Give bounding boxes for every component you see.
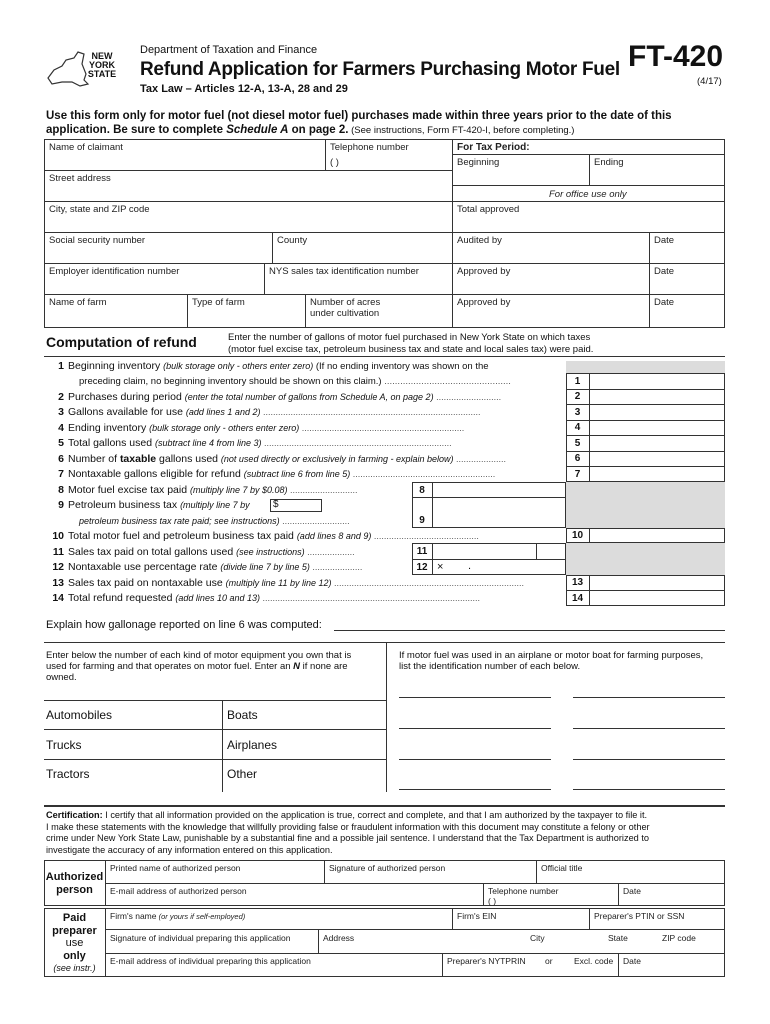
line-9-text-cont: petroleum business tax rate paid; see instructions) ...........................	[79, 516, 350, 526]
computation-desc-1: Enter the number of gallons of motor fuel purchased in New York State on which taxes	[228, 332, 591, 343]
equip-other-label: Other	[227, 767, 258, 781]
auth-printed-name-input[interactable]	[108, 871, 320, 883]
line-12-input[interactable]	[474, 561, 562, 574]
box-num-14: 14	[571, 593, 584, 604]
instructions-italic: Schedule A	[226, 124, 289, 136]
line-11-text: 11 Sales tax paid on total gallons used (see instructions) ...................	[52, 546, 355, 558]
equip-boats-label: Boats	[227, 708, 258, 722]
excl-code-label: Excl. code	[574, 956, 614, 966]
farm-name-input[interactable]	[48, 311, 183, 325]
auth-email-input[interactable]	[108, 894, 478, 906]
line-2-text: 2 Purchases during period (enter the total number of gallons from Schedule A, on page 2) ..........................	[58, 391, 502, 403]
auth-signature-input[interactable]	[327, 871, 532, 883]
acres-label-1: Number of acres	[310, 297, 381, 308]
nys-sales-tax-input[interactable]	[268, 279, 448, 293]
box-num-10: 10	[571, 530, 584, 541]
acres-input[interactable]	[390, 311, 448, 325]
aircraft-instr-2: list the identification number of each below.	[399, 661, 581, 672]
box-num-8: 8	[419, 485, 425, 496]
tax-period-label: For Tax Period:	[457, 142, 530, 153]
ssn-label: Social security number	[49, 235, 146, 246]
box-num-13: 13	[571, 577, 584, 588]
auth-printed-name-label: Printed name of authorized person	[110, 863, 241, 873]
line-10-text: 10 Total motor fuel and petroleum business tax paid (add lines 8 and 9) ..........................................	[52, 530, 479, 542]
ein-label: Employer identification number	[49, 266, 180, 277]
equip-automobiles-label: Automobiles	[46, 708, 113, 722]
line-3-text: 3 Gallons available for use (add lines 1 and 2) .......................................................................................	[58, 406, 481, 418]
preparer-address-input[interactable]	[321, 941, 721, 952]
nytprin-label: Preparer's NYTPRIN	[447, 956, 526, 966]
telephone-paren: ( )	[330, 157, 339, 168]
explain-label: Explain how gallonage reported on line 6 was computed:	[46, 619, 322, 631]
authorized-side-label: Authorized person	[45, 871, 104, 896]
ssn-input[interactable]	[48, 248, 268, 262]
preparer-date-label: Date	[623, 956, 641, 966]
farm-type-input[interactable]	[191, 311, 301, 325]
ending-input[interactable]	[593, 170, 721, 184]
line-12-times: ×	[437, 561, 444, 573]
line-8-text: 8 Motor fuel excise tax paid (multiply line 7 by $0.08) ...........................	[58, 484, 358, 496]
city-input[interactable]	[48, 217, 448, 231]
acres-label-2: under cultivation	[310, 308, 380, 319]
auth-telephone-label: Telephone number	[488, 886, 559, 896]
automobiles-input[interactable]	[140, 708, 218, 724]
line-4-text: 4 Ending inventory (bulk storage only - others enter zero) .................................................................	[58, 422, 465, 434]
aircraft-id-5[interactable]	[400, 744, 550, 758]
box-num-1: 1	[574, 376, 581, 387]
county-input[interactable]	[276, 248, 448, 262]
preparer-zip-label: ZIP code	[662, 933, 696, 943]
office-use-label: For office use only	[549, 189, 627, 200]
auth-date-label: Date	[623, 886, 641, 896]
other-input[interactable]	[300, 767, 382, 783]
aircraft-id-8[interactable]	[574, 774, 724, 788]
preparer-state-label: State	[608, 933, 628, 943]
county-label: County	[277, 235, 308, 246]
form-title: Refund Application for Farmers Purchasing Motor Fuel	[140, 59, 620, 80]
approved-by-label-1: Approved by	[457, 266, 511, 277]
department-name: Department of Taxation and Finance	[140, 44, 318, 56]
trucks-input[interactable]	[140, 738, 218, 754]
claimant-name-input[interactable]	[48, 155, 318, 169]
farm-type-label: Type of farm	[192, 297, 245, 308]
equipment-instr-3: owned.	[46, 672, 77, 683]
aircraft-id-1[interactable]	[400, 682, 550, 696]
auth-official-title-label: Official title	[541, 863, 583, 873]
aircraft-id-3[interactable]	[400, 713, 550, 727]
auth-telephone-paren: ( )	[488, 896, 497, 906]
firm-ein-input[interactable]	[455, 918, 585, 929]
box-num-9: 9	[419, 515, 425, 526]
audited-date-label: Date	[654, 235, 675, 246]
firm-ein-label: Firm's EIN	[457, 911, 497, 921]
form-revision: (4/17)	[697, 76, 722, 87]
line-5-text: 5 Total gallons used (subtract line 4 from line 3) ...........................................................................	[58, 437, 452, 449]
ein-input[interactable]	[48, 279, 260, 293]
preparer-address-label: Address	[323, 933, 355, 943]
instructions-normal: (See instructions, Form FT-420-I, before completing.)	[348, 125, 575, 136]
line-8-input[interactable]	[435, 484, 563, 497]
auth-email-label: E-mail address of authorized person	[110, 886, 247, 896]
street-input[interactable]	[48, 186, 448, 200]
preparer-email-label: E-mail address of individual preparing this application	[110, 956, 311, 966]
line-7-text: 7 Nontaxable gallons eligible for refund (subtract line 6 from line 5) .........................................................	[58, 468, 496, 480]
line-12-dot: .	[468, 560, 472, 572]
nytprin-input[interactable]	[445, 964, 540, 976]
equip-airplanes-label: Airplanes	[227, 738, 278, 752]
line-6-text: 6 Number of taxable gallons used (not used directly or exclusively in farming - explain below) ....................	[58, 453, 507, 465]
firm-name-label: Firm's name (or yours if self-employed)	[110, 911, 246, 921]
preparer-email-input[interactable]	[108, 964, 438, 976]
instructions-bold-end: on page 2.	[288, 124, 349, 136]
tractors-input[interactable]	[140, 767, 218, 783]
computation-desc-2: (motor fuel excise tax, petroleum business tax and state and local sales tax) were paid.	[228, 344, 594, 355]
approved-date-label-2: Date	[654, 297, 675, 308]
line-13-input[interactable]	[592, 576, 722, 589]
aircraft-id-2[interactable]	[574, 682, 724, 696]
instructions-bold: application. Be sure to complete	[46, 124, 227, 136]
aircraft-id-6[interactable]	[574, 744, 724, 758]
farm-name-label: Name of farm	[49, 297, 107, 308]
line-9-rate-input[interactable]	[282, 499, 320, 511]
line-5-input[interactable]	[592, 437, 722, 450]
airplanes-input[interactable]	[300, 738, 382, 754]
certification-text: Certification: I certify that all information provided on the application is true, correct and complete, and that I am authorized by the taxpayer to file it. I make these statements with the knowledge that willfully providing false or fraudulent information with this document may constitute a felony or other crime under New York State Law, punishable by a substantial fine and a possible jail sentence. I understand that the Tax Department is authorized to investigate the accuracy of any information entered on this application.	[46, 810, 650, 855]
line-4-input[interactable]	[592, 422, 722, 435]
box-num-5: 5	[574, 438, 581, 449]
aircraft-id-4[interactable]	[574, 713, 724, 727]
preparer-date-input[interactable]	[621, 964, 721, 976]
auth-date-input[interactable]	[621, 894, 721, 906]
preparer-signature-input[interactable]	[108, 941, 313, 952]
audited-by-label: Audited by	[457, 235, 502, 246]
preparer-signature-label: Signature of individual preparing this application	[110, 933, 291, 943]
preparer-side-label: Paid preparer use only (see instr.)	[52, 912, 97, 973]
instructions-line1: Use this form only for motor fuel (not diesel motor fuel) purchases made within three years prior to the date of this	[46, 110, 672, 122]
nys-sales-tax-label: NYS sales tax identification number	[269, 266, 419, 277]
line-12-text: 12 Nontaxable use percentage rate (divide line 7 by line 5) ....................	[52, 561, 363, 573]
claimant-name-label: Name of claimant	[49, 142, 123, 153]
street-label: Street address	[49, 173, 111, 184]
excl-code-input[interactable]	[572, 964, 616, 976]
form-number: FT-420	[628, 40, 724, 73]
line-1-input[interactable]	[592, 375, 722, 388]
instructions-line2	[46, 124, 574, 136]
equip-tractors-label: Tractors	[46, 767, 90, 781]
boats-input[interactable]	[300, 708, 382, 724]
box-num-6: 6	[574, 453, 581, 464]
equipment-instr-1: Enter below the number of each kind of motor equipment you own that is	[46, 650, 352, 661]
approved-date-label-1: Date	[654, 266, 675, 277]
preparer-city-label: City	[530, 933, 545, 943]
line-14-input[interactable]	[592, 592, 722, 605]
state-logo	[44, 48, 116, 92]
auth-official-title-input[interactable]	[539, 871, 722, 883]
equip-trucks-label: Trucks	[46, 738, 82, 752]
line-7-input[interactable]	[592, 468, 722, 481]
computation-title: Computation of refund	[46, 334, 197, 350]
approved-by-label-2: Approved by	[457, 297, 511, 308]
line-9-input[interactable]	[435, 512, 563, 526]
line-13-text: 13 Sales tax paid on nontaxable use (multiply line 11 by line 12) ............................................................................	[52, 577, 525, 589]
nytprin-or-label: or	[545, 956, 553, 966]
line-11-input[interactable]	[435, 545, 535, 558]
line-2-input[interactable]	[592, 391, 722, 404]
line-1-text: 1 Beginning inventory (bulk storage only - others enter zero) (If no ending inventory was shown on the	[58, 360, 489, 372]
box-num-7: 7	[574, 469, 581, 480]
firm-name-input[interactable]	[108, 918, 448, 929]
line-9-text: 9 Petroleum business tax (multiply line 7 by	[58, 499, 250, 511]
line-1-text-cont: preceding claim, no beginning inventory should be shown on this claim.) ................................................	[79, 376, 511, 387]
line-3-input[interactable]	[592, 406, 722, 419]
box-num-12: 12	[416, 562, 428, 573]
total-approved-label: Total approved	[457, 204, 520, 215]
box-num-11: 11	[416, 546, 428, 557]
city-label: City, state and ZIP code	[49, 204, 150, 215]
line-14-text: 14 Total refund requested (add lines 10 and 13) .......................................................................................	[52, 592, 481, 604]
explain-input[interactable]	[336, 617, 724, 630]
beginning-label: Beginning	[457, 157, 500, 168]
equipment-instr-2: used for farming and that operates on motor fuel. Enter an N if none are	[46, 661, 348, 672]
beginning-input[interactable]	[456, 170, 584, 184]
aircraft-id-7[interactable]	[400, 774, 550, 788]
auth-signature-label: Signature of authorized person	[329, 863, 446, 873]
state-logo-text: NEW YORK STATE	[87, 51, 117, 79]
ptin-input[interactable]	[592, 918, 722, 929]
line-6-input[interactable]	[592, 453, 722, 466]
aircraft-instr-1: If motor fuel was used in an airplane or motor boat for farming purposes,	[399, 650, 704, 661]
box-num-2: 2	[574, 391, 581, 402]
telephone-input[interactable]	[368, 155, 448, 169]
tax-law: Tax Law – Articles 12-A, 13-A, 28 and 29	[140, 83, 348, 95]
ptin-label: Preparer's PTIN or SSN	[594, 911, 685, 921]
ending-label: Ending	[594, 157, 624, 168]
line-10-input[interactable]	[592, 529, 722, 542]
box-num-4: 4	[574, 422, 581, 433]
line-9-dollar: $	[273, 499, 279, 510]
telephone-label: Telephone number	[330, 142, 409, 153]
box-num-3: 3	[574, 407, 581, 418]
